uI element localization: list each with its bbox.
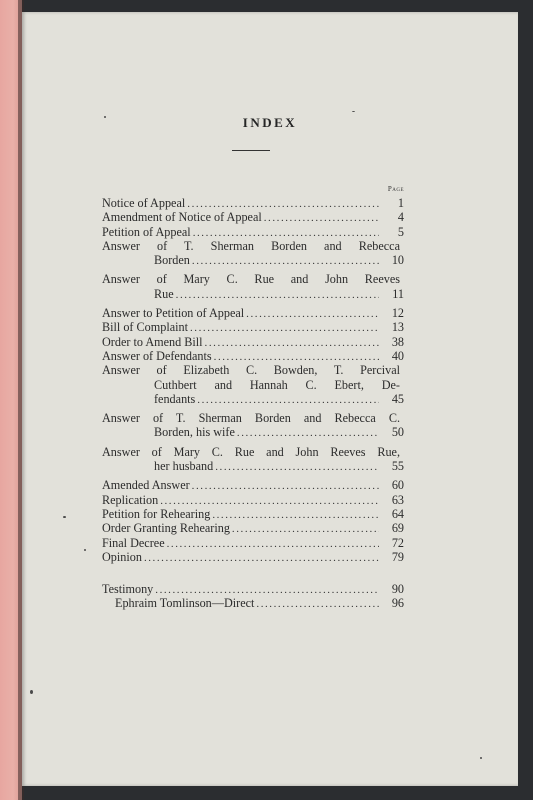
entry-title-continuation: Borden bbox=[154, 253, 190, 268]
entry-page-number: 96 bbox=[391, 596, 404, 611]
entry-title: Petition of Appeal bbox=[102, 224, 191, 239]
dot-leader bbox=[237, 426, 379, 440]
dot-leader bbox=[160, 494, 379, 508]
entry-page-number: 40 bbox=[391, 348, 404, 363]
index-subentry bbox=[102, 596, 404, 610]
entry-title-continuation: fendants bbox=[154, 391, 196, 406]
entry-page-number: 38 bbox=[391, 334, 404, 349]
index-entry bbox=[102, 521, 404, 535]
dot-leader bbox=[264, 211, 379, 225]
entry-title: Testimony bbox=[102, 582, 154, 597]
entry-title: Notice of Appeal bbox=[102, 196, 186, 210]
index-entry bbox=[102, 225, 404, 239]
entry-page-number: 69 bbox=[391, 521, 404, 536]
entry-title: Amended Answer bbox=[102, 478, 190, 493]
paper-speck bbox=[480, 757, 482, 759]
paper-speck bbox=[104, 116, 106, 118]
entry-page-number: 10 bbox=[391, 253, 404, 268]
page-title: INDEX bbox=[242, 115, 298, 130]
entry-page-number: 90 bbox=[391, 582, 404, 597]
entry-page-number: 55 bbox=[391, 459, 404, 474]
dot-leader bbox=[187, 197, 379, 211]
entry-title-line: Answer of T. Sherman Borden and Rebecca C. bbox=[102, 411, 400, 426]
entry-page-number: 45 bbox=[391, 391, 404, 406]
dot-leader bbox=[167, 537, 379, 551]
entry-page-number: 1 bbox=[397, 196, 404, 210]
dot-leader bbox=[192, 254, 379, 268]
dot-leader bbox=[232, 522, 379, 536]
index-entry bbox=[102, 507, 404, 521]
entry-title-continuation: Rue bbox=[154, 286, 174, 301]
entry-title: Amendment of Notice of Appeal bbox=[102, 210, 262, 225]
entry-title: Bill of Complaint bbox=[102, 320, 188, 335]
index-entry bbox=[102, 550, 404, 564]
paper-speck bbox=[352, 111, 355, 112]
entry-page-number: 12 bbox=[391, 306, 404, 321]
index-entry bbox=[102, 239, 404, 268]
entry-page-number: 11 bbox=[392, 286, 404, 301]
dot-leader bbox=[256, 597, 379, 611]
index-entry bbox=[102, 272, 404, 301]
index-entry bbox=[102, 478, 404, 492]
entry-title: Answer of Defendants bbox=[102, 348, 212, 363]
entry-page-number: 5 bbox=[397, 224, 404, 239]
index-entry bbox=[102, 582, 404, 596]
dot-leader bbox=[246, 307, 379, 321]
dot-leader bbox=[215, 460, 379, 474]
document-page bbox=[22, 12, 518, 786]
entry-page-number: 13 bbox=[391, 320, 404, 335]
entry-page-number: 63 bbox=[391, 492, 404, 507]
dot-leader bbox=[212, 508, 379, 522]
dot-leader bbox=[192, 479, 379, 493]
entry-title-line: Answer of Mary C. Rue and John Reeves bbox=[102, 272, 400, 287]
index-entry bbox=[102, 210, 404, 224]
entry-title: Final Decree bbox=[102, 535, 165, 550]
page-column-heading: Page bbox=[387, 185, 404, 193]
entry-title-continuation: Cuthbert and Hannah C. Ebert, De- bbox=[154, 377, 400, 392]
dot-leader bbox=[214, 350, 379, 364]
entry-page-number: 60 bbox=[391, 478, 404, 493]
entry-title: Opinion bbox=[102, 549, 142, 564]
index-entry bbox=[102, 320, 404, 334]
index-entry bbox=[102, 196, 404, 210]
index-entry bbox=[102, 445, 404, 474]
index-entry bbox=[102, 493, 404, 507]
entry-title: Petition for Rehearing bbox=[102, 506, 211, 521]
index-entry bbox=[102, 349, 404, 363]
dot-leader bbox=[190, 321, 379, 335]
entry-title: Answer to Petition of Appeal bbox=[102, 306, 245, 321]
entry-page-number: 72 bbox=[391, 535, 404, 550]
entry-page-number: 79 bbox=[391, 549, 404, 564]
index-list bbox=[102, 196, 404, 611]
entry-title: Replication bbox=[102, 492, 159, 507]
paper-speck bbox=[63, 516, 66, 518]
dot-leader bbox=[205, 336, 379, 350]
entry-page-number: 64 bbox=[391, 506, 404, 521]
dot-leader bbox=[144, 551, 379, 565]
paper-speck bbox=[84, 549, 86, 551]
dot-leader bbox=[197, 393, 379, 407]
dot-leader bbox=[176, 288, 379, 302]
entry-title-line: Answer of Mary C. Rue and John Reeves Rue, bbox=[102, 444, 400, 459]
index-entry bbox=[102, 335, 404, 349]
paper-speck bbox=[30, 690, 33, 694]
entry-title-line: Answer of T. Sherman Borden and Rebecca bbox=[102, 238, 400, 253]
entry-title-line: Answer of Elizabeth C. Bowden, T. Percival bbox=[102, 363, 400, 378]
index-entry bbox=[102, 411, 404, 440]
entry-title-continuation: Borden, his wife bbox=[154, 425, 235, 440]
entry-page-number: 50 bbox=[391, 425, 404, 440]
index-entry bbox=[102, 306, 404, 320]
index-entry bbox=[102, 363, 404, 406]
dot-leader bbox=[155, 583, 379, 597]
dot-leader bbox=[193, 226, 379, 240]
index-entry bbox=[102, 536, 404, 550]
entry-title: Ephraim Tomlinson—Direct bbox=[115, 596, 255, 611]
entry-title: Order to Amend Bill bbox=[102, 334, 203, 349]
title-rule bbox=[232, 150, 270, 151]
entry-title: Order Granting Rehearing bbox=[102, 521, 230, 536]
entry-title-continuation: her husband bbox=[154, 459, 214, 474]
entry-page-number: 4 bbox=[397, 210, 404, 225]
